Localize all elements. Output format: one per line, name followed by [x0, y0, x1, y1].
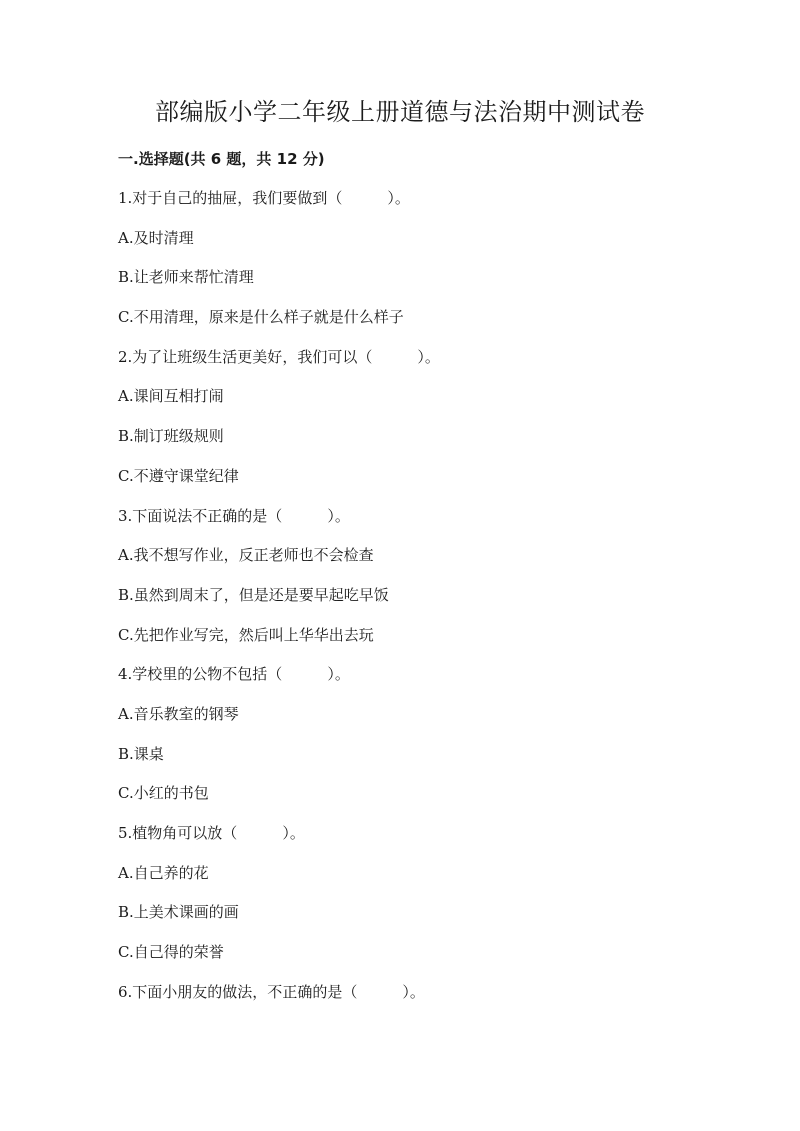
question-2-stem: 2.为了让班级生活更美好，我们可以（ ）。 — [118, 347, 440, 366]
question-4-option-a: A.音乐教室的钢琴 — [118, 704, 239, 723]
question-3-stem: 3.下面说法不正确的是（ ）。 — [118, 506, 350, 525]
question-2-option-b: B.制订班级规则 — [118, 427, 224, 446]
question-3-option-b: B.虽然到周末了，但是还是要早起吃早饭 — [118, 585, 389, 604]
question-1-stem: 1.对于自己的抽屉，我们要做到（ ）。 — [118, 189, 410, 207]
question-4-option-c: C.小红的书包 — [118, 784, 209, 803]
page-title: 部编版小学二年级上册道德与法治期中测试卷 — [155, 98, 645, 126]
question-4-option-b: B.课桌 — [118, 744, 164, 763]
question-list — [118, 187, 718, 1020]
question-5-stem: 5.植物角可以放（ ）。 — [118, 824, 305, 842]
section-heading: 一.选择题(共 6 题，共 12 分) — [118, 150, 325, 168]
question-2-option-a: A.课间互相打闹 — [118, 387, 224, 406]
question-1-option-b: B.让老师来帮忙清理 — [118, 268, 254, 287]
question-5-option-c: C.自己得的荣誉 — [118, 943, 224, 962]
question-2-option-c: C.不遵守课堂纪律 — [118, 466, 239, 485]
question-1-option-a: A.及时清理 — [118, 228, 194, 247]
question-5-option-a: A.自己养的花 — [118, 863, 209, 882]
question-4-stem: 4.学校里的公物不包括（ ）。 — [118, 665, 350, 684]
question-6-stem: 6.下面小朋友的做法，不正确的是（ ）。 — [118, 982, 425, 1001]
question-3-option-a: A.我不想写作业，反正老师也不会检查 — [118, 546, 374, 565]
question-5-option-b: B.上美术课画的画 — [118, 903, 239, 922]
question-3-option-c: C.先把作业写完，然后叫上华华出去玩 — [118, 625, 374, 644]
question-1-option-c: C.不用清理，原来是什么样子就是什么样子 — [118, 308, 404, 327]
